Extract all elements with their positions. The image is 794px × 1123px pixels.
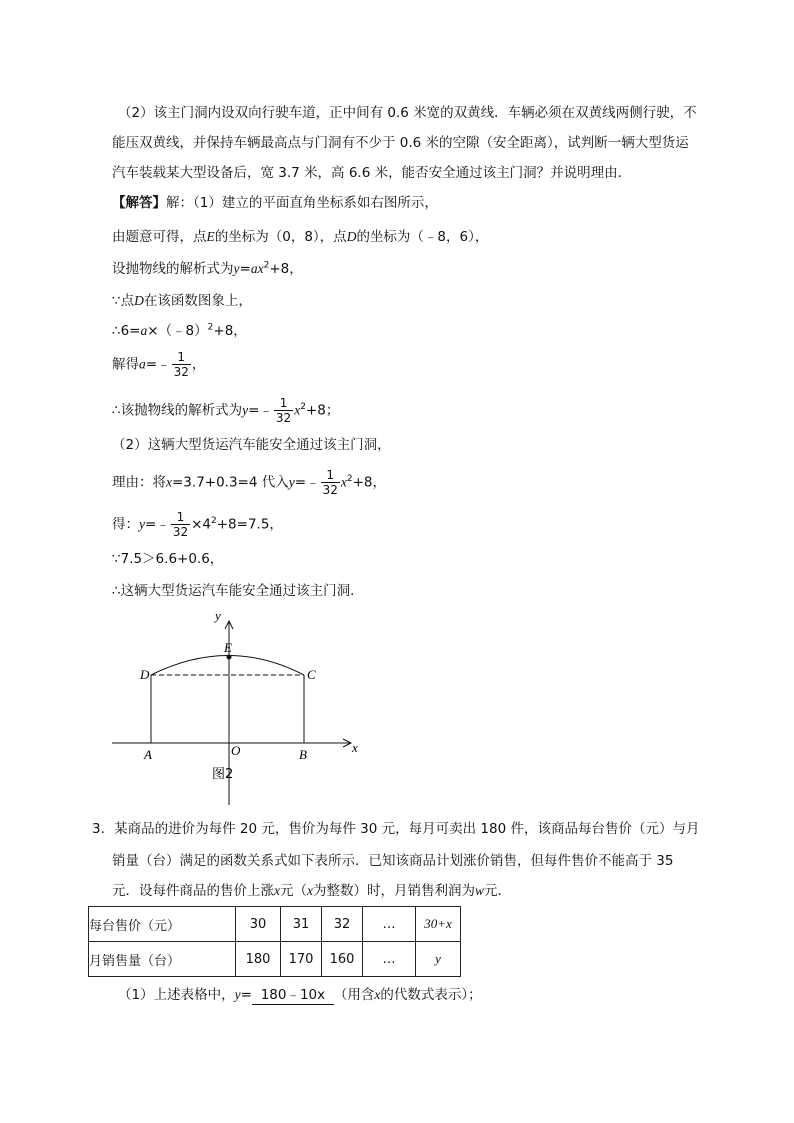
- table-cell: 月销售量（台）: [89, 942, 236, 977]
- table-row: [89, 907, 461, 942]
- table-cell: 30+x: [416, 907, 461, 942]
- table-cell: …: [363, 907, 416, 942]
- q3-line: 3．某商品的进价为每件 20 元，售价为每件 30 元，每月可卖出 180 件，该商品每台售价（元）与月: [92, 821, 700, 837]
- question-line: 能压双黄线，并保持车辆最高点与门洞有不少于 0.6 米的空隙（安全距离），试判断一辆大型货运: [112, 135, 689, 151]
- solution-step: ∴该抛物线的解析式为y=﹣ $\frac{1}{32}$ $x^2+8$；: [112, 396, 340, 425]
- table-cell: y: [416, 942, 461, 977]
- table-row: [89, 942, 461, 977]
- answer-blank: 180﹣10x: [252, 986, 334, 1005]
- solution-tag: 【解答】: [112, 195, 166, 211]
- solution-step: 得：y=﹣ $\frac{1}{32}$ $\times 4^2+8=7.5$，: [112, 510, 283, 539]
- parabola-figure: [100, 600, 380, 810]
- solution-step: 由题意可得，点E的坐标为（0，8），点D的坐标为（﹣8，6），: [112, 229, 489, 245]
- solution-conclusion: ∴这辆大型货运汽车能安全通过该主门洞．: [112, 583, 364, 599]
- table-cell: 180: [236, 942, 281, 977]
- solution-step: （2）这辆大型货运汽车能安全通过该主门洞，: [112, 437, 391, 453]
- fraction: $\frac{1}{32}$: [172, 510, 189, 539]
- label-y: y: [215, 608, 221, 623]
- fraction: $\frac{1}{32}$: [275, 396, 292, 425]
- q3-line: 元．设每件商品的售价上涨x元（x为整数）时，月销售利润为w元．: [112, 883, 512, 899]
- label-A: A: [144, 747, 152, 762]
- solution-intro: 【解答】解：（1）建立的平面直角坐标系如右图所示，: [112, 195, 438, 211]
- solution-step: ∵7.5＞6.6+0.6，: [112, 551, 224, 567]
- solution-step: 设抛物线的解析式为$y=ax^2+8$，: [112, 260, 303, 277]
- solution-step: ∵点D在该函数图象上，: [112, 293, 252, 309]
- point-E: [227, 655, 232, 660]
- solution-step: ∴6=a×（﹣8）$^2$+8，: [112, 322, 247, 339]
- figure-caption: 图2: [212, 767, 234, 782]
- table-cell: 每台售价（元）: [89, 907, 236, 942]
- table-cell: 30: [236, 907, 281, 942]
- table-cell: 160: [322, 942, 363, 977]
- table-cell: 32: [322, 907, 363, 942]
- q3-part1: （1）上述表格中，y= 180﹣10x （用含x的代数式表示）；: [118, 987, 482, 1003]
- question-line: （2）该主门洞内设双向行驶车道，正中间有 0.6 米宽的双黄线．车辆必须在双黄线两侧行驶，不: [118, 105, 697, 121]
- label-x: x: [352, 740, 358, 755]
- label-O: O: [231, 743, 241, 758]
- q3-line: 销量（台）满足的函数关系式如下表所示．已知该商品计划涨价销售，但每件售价不能高于 35: [112, 853, 674, 869]
- label-B: B: [299, 747, 307, 762]
- solution-step: 解得a=﹣ $\frac{1}{32}$ ，: [112, 350, 206, 379]
- fraction: $\frac{1}{32}$: [322, 468, 338, 497]
- sales-table: [88, 906, 461, 977]
- fraction: $\frac{1}{32}$: [173, 350, 189, 379]
- label-D: D: [140, 667, 150, 682]
- question-line: 汽车装载某大型设备后，宽 3.7 米，高 6.6 米，能否安全通过该主门洞？并说明理由．: [112, 165, 632, 181]
- label-E: E: [224, 640, 232, 655]
- label-C: C: [307, 667, 316, 682]
- table-cell: 31: [281, 907, 322, 942]
- table-cell: …: [363, 942, 416, 977]
- solution-step: 理由：将x=3.7+0.3=4 代入y=﹣ $\frac{1}{32}$ $x^2+8$，: [112, 468, 386, 497]
- table-cell: 170: [281, 942, 322, 977]
